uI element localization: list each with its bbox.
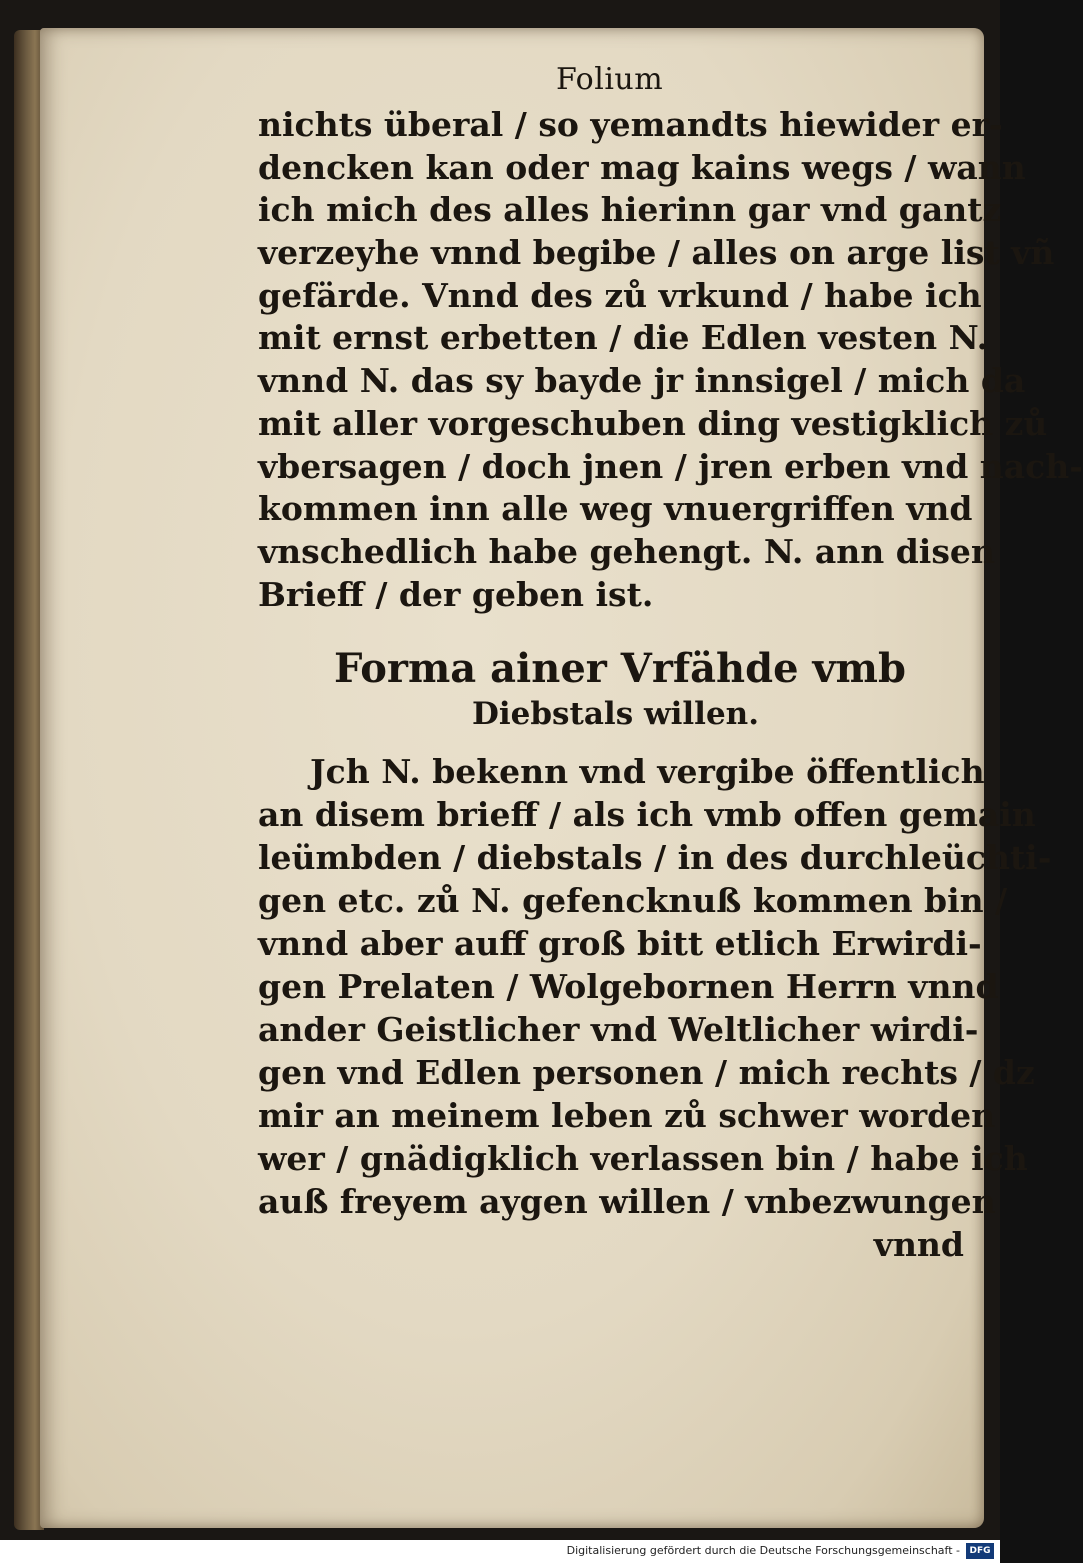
text-line: mit aller vorgeschuben ding vestigklich zů: [258, 403, 1048, 443]
text-line: Brieff / der geben ist.: [258, 574, 654, 614]
text-line: gen Prelaten / Wolgebornen Herrn vnnd: [258, 967, 999, 1006]
section-heading: Forma ainer Vrfähde vmb: [334, 645, 906, 692]
text-line: Jch N. bekenn vnd vergibe öffentlich: [310, 752, 985, 791]
text-line: gefärde. Vnnd des zů vrkund / habe ich: [258, 275, 982, 315]
text-line: mit ernst erbetten / die Edlen vesten N.: [258, 318, 989, 358]
text-line: vnnd aber auff groß bitt etlich Erwirdi-: [258, 924, 982, 963]
text-line: an disem brieff / als ich vmb offen gemain: [258, 795, 1036, 834]
text-block-2: [258, 750, 1051, 1266]
text-line: vnschedlich habe gehengt. N. ann disen: [258, 531, 995, 571]
text-line: dencken kan oder mag kains wegs / wann: [258, 147, 1026, 187]
text-line: gen vnd Edlen personen / mich rechts / dz: [258, 1053, 1035, 1092]
text-line: nichts überal / so yemandts hiewider er-: [258, 105, 1003, 144]
dfg-logo: DFG: [966, 1543, 994, 1559]
text-line: kommen inn alle weg vnuergriffen vnd: [258, 489, 973, 529]
text-line: auß freyem aygen willen / vnbezwungen: [258, 1182, 996, 1221]
text-line: mir an meinem leben zů schwer worden: [258, 1096, 996, 1135]
catchword: vnnd: [873, 1225, 964, 1264]
text-line: ich mich des alles hierinn gar vnd gantz: [258, 190, 1002, 230]
text-line: verzeyhe vnnd begibe / alles on arge list vñ: [258, 233, 1055, 273]
page-header: Folium: [556, 62, 664, 97]
text-line: ander Geistlicher vnd Weltlicher wirdi-: [258, 1010, 979, 1049]
footer-bar: [0, 1540, 1000, 1563]
text-line: vbersagen / doch jnen / jren erben vnd nach-: [258, 446, 1083, 486]
section-subheading: Diebstals willen.: [472, 696, 760, 732]
text-line: wer / gnädigklich verlassen bin / habe ich: [258, 1139, 1028, 1178]
text-block-1: [258, 104, 1083, 616]
text-line: vnnd N. das sy bayde jr innsigel / mich da: [258, 361, 1026, 401]
footer-credit: Digitalisierung gefördert durch die Deutsche Forschungsgemeinschaft -: [566, 1544, 960, 1557]
text-line: leümbden / diebstals / in des durchleüchti-: [258, 838, 1052, 877]
text-line: gen etc. zů N. gefencknuß kommen bin /: [258, 881, 1008, 920]
